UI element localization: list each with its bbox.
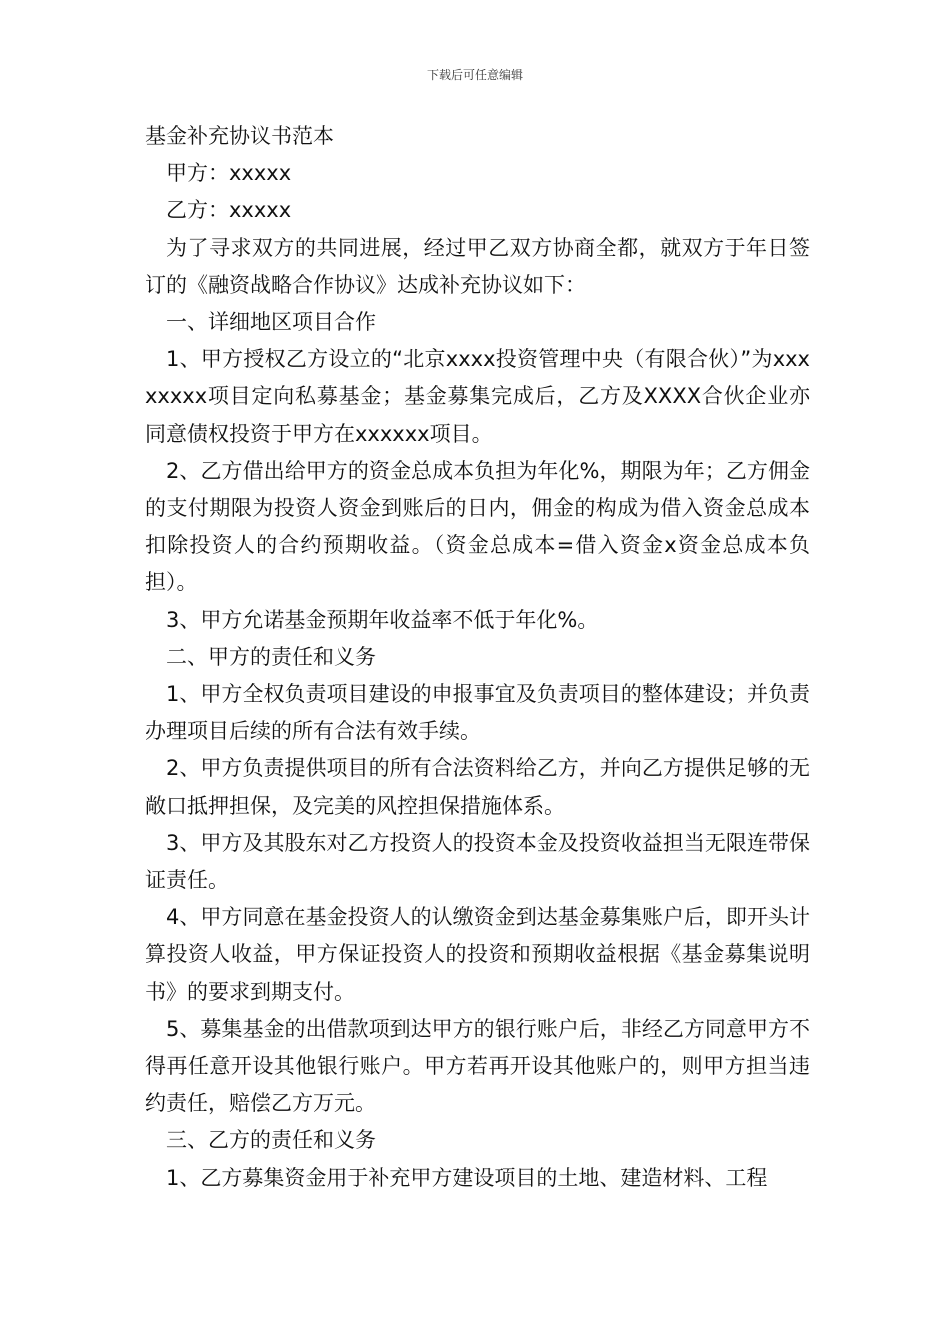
section-1-item-2: 2、乙方借出给甲方的资金总成本负担为年化%，期限为年；乙方佣金的支付期限为投资人资金到账后的日内，佣金的构成为借入资金总成本扣除投资人的合约预期收益。（资金总成本=借入资金x资金总成本负担）。	[145, 458, 810, 595]
party-a-line: 甲方：xxxxx	[166, 161, 292, 186]
party-b-line: 乙方：xxxxx	[166, 198, 292, 223]
section-1-heading: 一、详细地区项目合作	[166, 310, 376, 335]
section-3-item-1: 1、乙方募集资金用于补充甲方建设项目的土地、建造材料、工程	[166, 1165, 768, 1190]
document-title: 基金补充协议书范本	[145, 124, 334, 148]
section-2-item-4: 4、甲方同意在基金投资人的认缴资金到达基金募集账户后，即开头计算投资人收益，甲方保证投资人的投资和预期收益根据《基金募集说明书》的要求到期支付。	[145, 905, 810, 1004]
intro-paragraph: 为了寻求双方的共同进展，经过甲乙双方协商全都，就双方于年日签订的《融资战略合作协议》达成补充协议如下：	[145, 235, 810, 297]
page-header: 下载后可任意编辑	[426, 68, 523, 82]
section-1-item-1: 1、甲方授权乙方设立的“北京xxxx投资管理中央（有限合伙）”为xxxxxxxx项目定向私募基金；基金募集完成后，乙方及XXXX合伙企业亦同意债权投资于甲方在xxxxxx项目。	[145, 347, 810, 446]
section-3-heading: 三、乙方的责任和义务	[166, 1128, 376, 1153]
section-2-item-5: 5、募集基金的出借款项到达甲方的银行账户后，非经乙方同意甲方不得再任意开设其他银行账户。甲方若再开设其他账户的，则甲方担当违约责任，赔偿乙方万元。	[145, 1016, 810, 1116]
section-1-item-3: 3、甲方允诺基金预期年收益率不低于年化%。	[166, 607, 599, 632]
section-2-heading: 二、甲方的责任和义务	[166, 644, 376, 669]
section-2-item-1: 1、甲方全权负责项目建设的申报事宜及负责项目的整体建设；并负责办理项目后续的所有合法有效手续。	[145, 682, 810, 744]
section-2-item-3: 3、甲方及其股东对乙方投资人的投资本金及投资收益担当无限连带保证责任。	[145, 830, 810, 893]
document-body	[145, 118, 810, 1197]
section-2-item-2: 2、甲方负责提供项目的所有合法资料给乙方，并向乙方提供足够的无敞口抵押担保，及完美的风控担保措施体系。	[145, 756, 810, 818]
